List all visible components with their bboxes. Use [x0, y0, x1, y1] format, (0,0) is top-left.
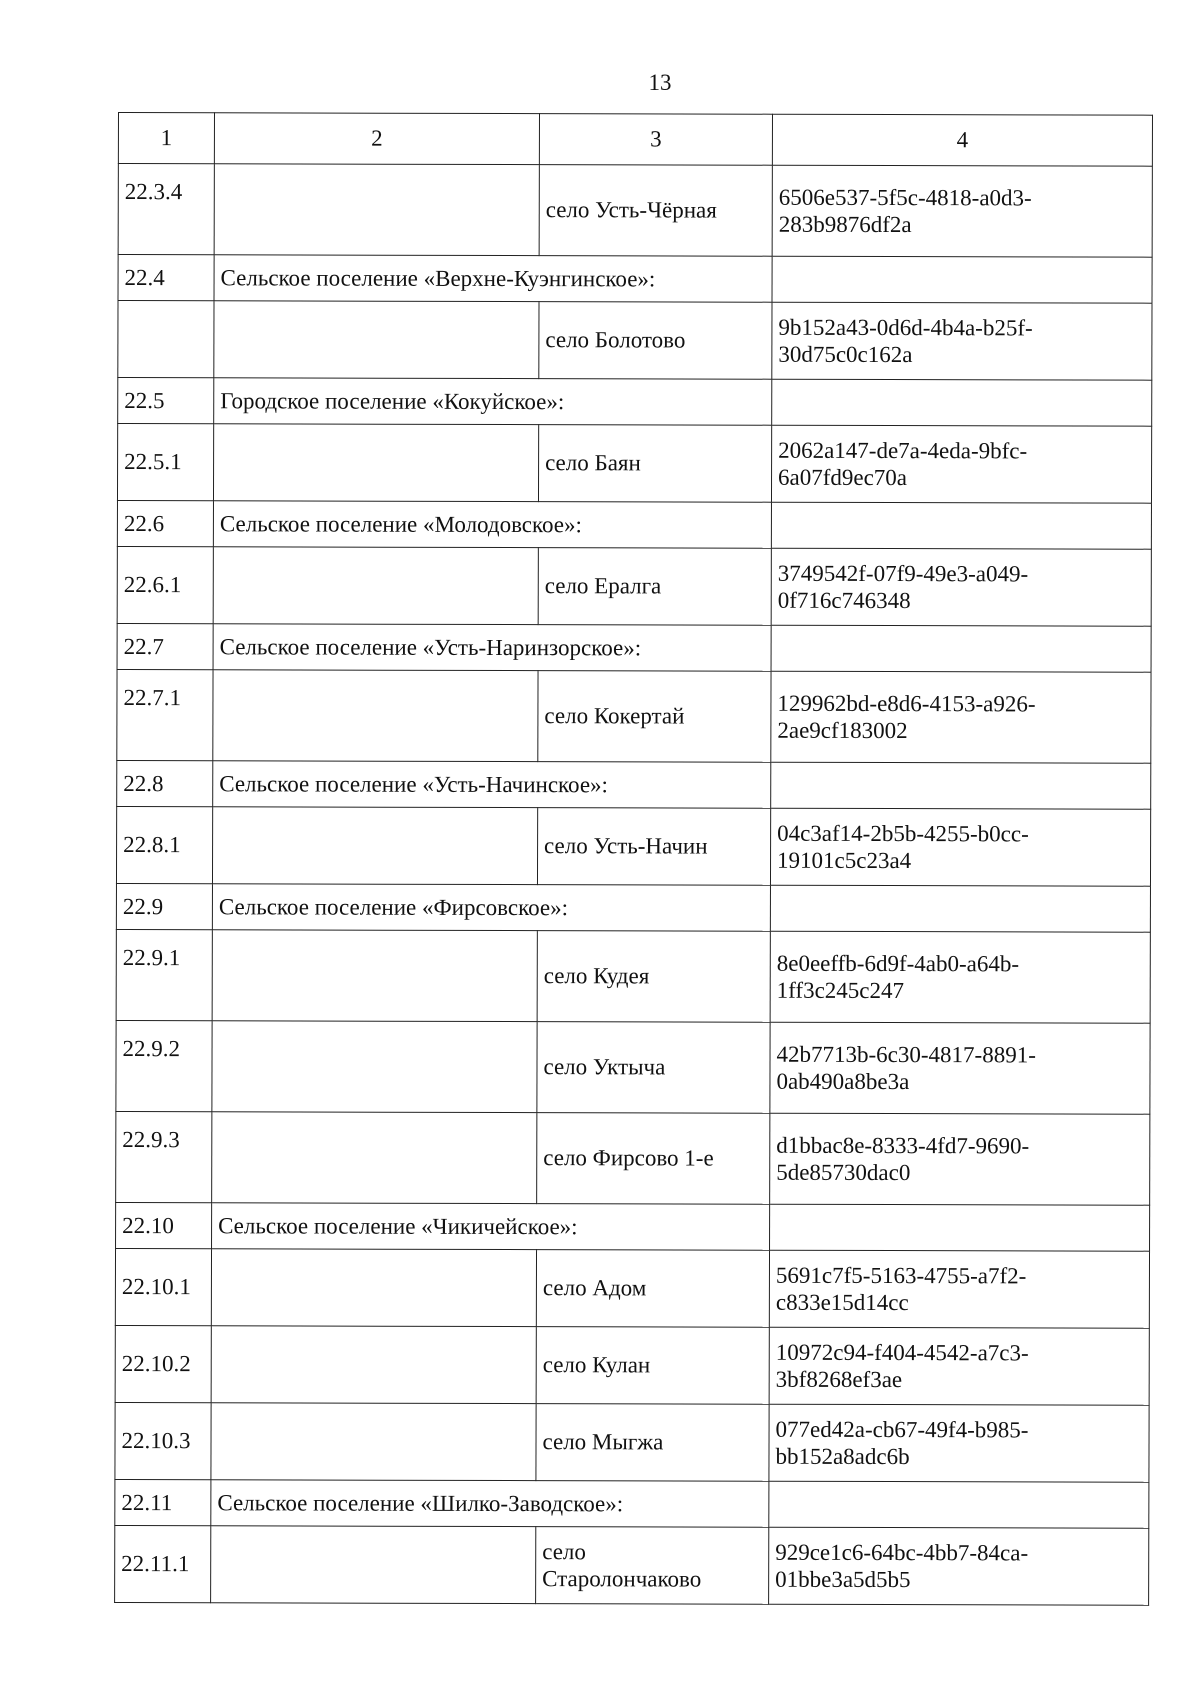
row-number: 22.3.4 — [118, 164, 214, 255]
locality-row — [115, 1525, 1149, 1605]
locality-name-text: село Фирсово 1-е — [543, 1145, 714, 1172]
header-col-2: 2 — [214, 113, 539, 165]
locality-row — [118, 164, 1152, 258]
fias-id-line-2: 30d75c0c162a — [778, 341, 913, 368]
row-number: 22.4 — [118, 255, 214, 301]
empty-cell — [214, 164, 539, 256]
fias-id-cell — [770, 931, 1150, 1023]
fias-id-cell — [769, 1527, 1149, 1605]
locality-name-text: село Кудея — [543, 963, 650, 989]
fias-id-cell — [771, 671, 1151, 763]
settlement-name: Сельское поселение «Молодовское»: — [213, 501, 771, 548]
settlement-name: Сельское поселение «Чикичейское»: — [212, 1203, 770, 1250]
header-col-4: 4 — [772, 114, 1152, 166]
fias-id-line-2: 6a07fd9ec70a — [778, 464, 908, 491]
empty-cell — [771, 502, 1151, 549]
row-number: 22.11.1 — [115, 1525, 211, 1602]
locality-name — [538, 425, 771, 503]
settlement-name: Сельское поселение «Усть-Наринзорское»: — [213, 624, 771, 671]
settlement-group-row — [117, 760, 1151, 809]
fias-id-line-2: 01bbe3a5d5b5 — [775, 1566, 911, 1593]
locality-name — [536, 1527, 769, 1605]
row-number: 22.7 — [117, 623, 213, 669]
locality-name — [537, 931, 770, 1023]
empty-cell — [211, 1326, 536, 1404]
locality-name-text: село Баян — [545, 450, 641, 476]
fias-id-cell — [770, 1113, 1150, 1205]
settlement-name: Сельское поселение «Шилко-Заводское»: — [211, 1480, 769, 1527]
locality-row — [115, 1325, 1149, 1405]
fias-id-line-1: d1bbac8e-8333-4fd7-9690- — [776, 1132, 1030, 1159]
fias-id-cell — [769, 1327, 1149, 1405]
fias-id-line-1: 42b7713b-6c30-4817-8891- — [776, 1041, 1036, 1068]
row-number: 22.10.2 — [115, 1325, 211, 1402]
locality-name-text: село Ералга — [544, 573, 662, 599]
locality-name — [537, 1113, 770, 1205]
row-number: 22.9.3 — [116, 1111, 212, 1202]
locality-name-text: село Старолончаково — [542, 1538, 702, 1592]
locality-name — [536, 1327, 769, 1405]
fias-id-line-1: 6506e537-5f5c-4818-a0d3- — [778, 184, 1032, 211]
fias-id-cell — [771, 425, 1151, 503]
locality-row — [116, 1111, 1150, 1205]
locality-row — [118, 301, 1152, 381]
settlement-group-row — [118, 255, 1152, 304]
settlement-group-row — [116, 1202, 1150, 1251]
fias-id-line-1: 929ce1c6-64bc-4bb7-84ca- — [775, 1539, 1029, 1566]
settlements-table — [114, 112, 1153, 1606]
locality-name-text: село Мыгжа — [542, 1429, 664, 1455]
row-number: 22.6 — [117, 500, 213, 546]
row-number: 22.10.1 — [115, 1248, 211, 1325]
row-number: 22.11 — [115, 1479, 211, 1525]
locality-name — [536, 1404, 769, 1482]
fias-id-line-2: bb152a8adc6b — [775, 1443, 910, 1470]
settlement-group-row — [118, 378, 1152, 427]
locality-name-text: село Усть-Чёрная — [545, 197, 717, 224]
fias-id-line-1: 04c3af14-2b5b-4255-b0cc- — [777, 820, 1029, 847]
locality-name-text: село Усть-Начин — [544, 833, 708, 859]
locality-name — [539, 165, 772, 257]
empty-cell — [212, 1112, 537, 1204]
empty-cell — [771, 625, 1151, 672]
fias-id-line-1: 9b152a43-0d6d-4b4a-b25f- — [778, 314, 1033, 341]
header-col-1: 1 — [118, 113, 214, 164]
fias-id-line-2: 3bf8268ef3ae — [775, 1366, 903, 1393]
fias-id-cell — [771, 548, 1151, 626]
empty-cell — [770, 1204, 1150, 1251]
settlement-group-row — [115, 1479, 1149, 1528]
fias-id-line-1: 2062a147-de7a-4eda-9bfc- — [778, 437, 1028, 464]
locality-row — [116, 1020, 1150, 1114]
empty-cell — [211, 1526, 536, 1604]
locality-name — [538, 671, 771, 763]
empty-cell — [770, 885, 1150, 932]
row-number: 22.10 — [116, 1202, 212, 1248]
empty-cell — [211, 1249, 536, 1327]
row-number: 22.9.2 — [116, 1020, 212, 1111]
empty-cell — [213, 547, 538, 625]
settlement-name: Сельское поселение «Фирсовское»: — [212, 884, 770, 931]
row-number: 22.9.1 — [116, 929, 212, 1020]
fias-id-line-1: 3749542f-07f9-49e3-a049- — [777, 560, 1029, 587]
settlement-group-row — [117, 623, 1151, 672]
settlement-group-row — [116, 883, 1150, 932]
locality-name-text: село Уктыча — [543, 1054, 666, 1080]
page-number: 13 — [648, 70, 672, 95]
fias-id-cell — [772, 302, 1152, 380]
fias-id-line-2: 19101c5c23a4 — [777, 847, 912, 874]
settlement-name: Сельское поселение «Усть-Начинское»: — [213, 761, 771, 808]
locality-row — [115, 1248, 1149, 1328]
empty-cell — [211, 1403, 536, 1481]
locality-row — [115, 1402, 1149, 1482]
locality-name-text: село Болотово — [545, 327, 686, 353]
locality-row — [116, 929, 1150, 1023]
locality-name-text: село Адом — [542, 1275, 647, 1301]
row-number: 22.9 — [116, 883, 212, 929]
fias-id-line-2: 283b9876df2a — [778, 211, 912, 238]
locality-name — [538, 548, 771, 626]
locality-row — [117, 669, 1151, 763]
row-number: 22.8 — [117, 760, 213, 806]
empty-cell — [772, 379, 1152, 426]
fias-id-line-1: 5691c7f5-5163-4755-a7f2- — [775, 1262, 1027, 1289]
table-header-row — [118, 113, 1152, 167]
empty-cell — [212, 1021, 537, 1113]
fias-id-cell — [770, 1022, 1150, 1114]
row-number: 22.5.1 — [117, 424, 213, 501]
locality-row — [116, 806, 1150, 886]
row-number: 22.10.3 — [115, 1402, 211, 1479]
settlement-name: Городское поселение «Кокуйское»: — [214, 378, 772, 425]
empty-cell — [213, 424, 538, 502]
settlement-name: Сельское поселение «Верхне-Куэнгинское»: — [214, 255, 772, 302]
locality-name — [539, 302, 772, 380]
fias-id-line-2: 2ae9cf183002 — [777, 717, 908, 744]
table-body — [115, 113, 1153, 1606]
locality-row — [117, 424, 1151, 504]
empty-cell — [771, 762, 1151, 809]
fias-id-line-2: 5de85730dac0 — [776, 1159, 911, 1186]
row-number — [118, 301, 214, 378]
fias-id-line-2: 0ab490a8be3a — [776, 1068, 910, 1095]
locality-name-text: село Кулан — [542, 1352, 651, 1378]
fias-id-line-1: 077ed42a-cb67-49f4-b985- — [775, 1416, 1029, 1443]
row-number: 22.8.1 — [116, 806, 212, 883]
fias-id-line-1: 10972c94-f404-4542-a7c3- — [775, 1339, 1029, 1366]
fias-id-cell — [770, 808, 1150, 886]
fias-id-line-2: 1ff3c245c247 — [776, 977, 905, 1004]
settlement-group-row — [117, 500, 1151, 549]
locality-name — [536, 1250, 769, 1328]
fias-id-line-1: 8e0eeffb-6d9f-4ab0-a64b- — [776, 950, 1020, 977]
fias-id-line-2: c833e15d14cc — [775, 1289, 909, 1316]
fias-id-cell — [769, 1404, 1149, 1482]
locality-name — [537, 1022, 770, 1114]
locality-row — [117, 546, 1151, 626]
empty-cell — [772, 256, 1152, 303]
fias-id-cell — [769, 1250, 1149, 1328]
empty-cell — [213, 670, 538, 762]
empty-cell — [214, 301, 539, 379]
fias-id-line-1: 129962bd-e8d6-4153-a926- — [777, 690, 1036, 717]
empty-cell — [212, 807, 537, 885]
header-col-3: 3 — [539, 114, 772, 166]
empty-cell — [769, 1481, 1149, 1528]
locality-name — [537, 808, 770, 886]
locality-name-text: село Кокертай — [544, 703, 685, 729]
fias-id-cell — [772, 165, 1152, 257]
fias-id-line-2: 0f716c746348 — [777, 587, 911, 614]
row-number: 22.5 — [118, 378, 214, 424]
row-number: 22.7.1 — [117, 669, 213, 760]
empty-cell — [212, 930, 537, 1022]
row-number: 22.6.1 — [117, 546, 213, 623]
